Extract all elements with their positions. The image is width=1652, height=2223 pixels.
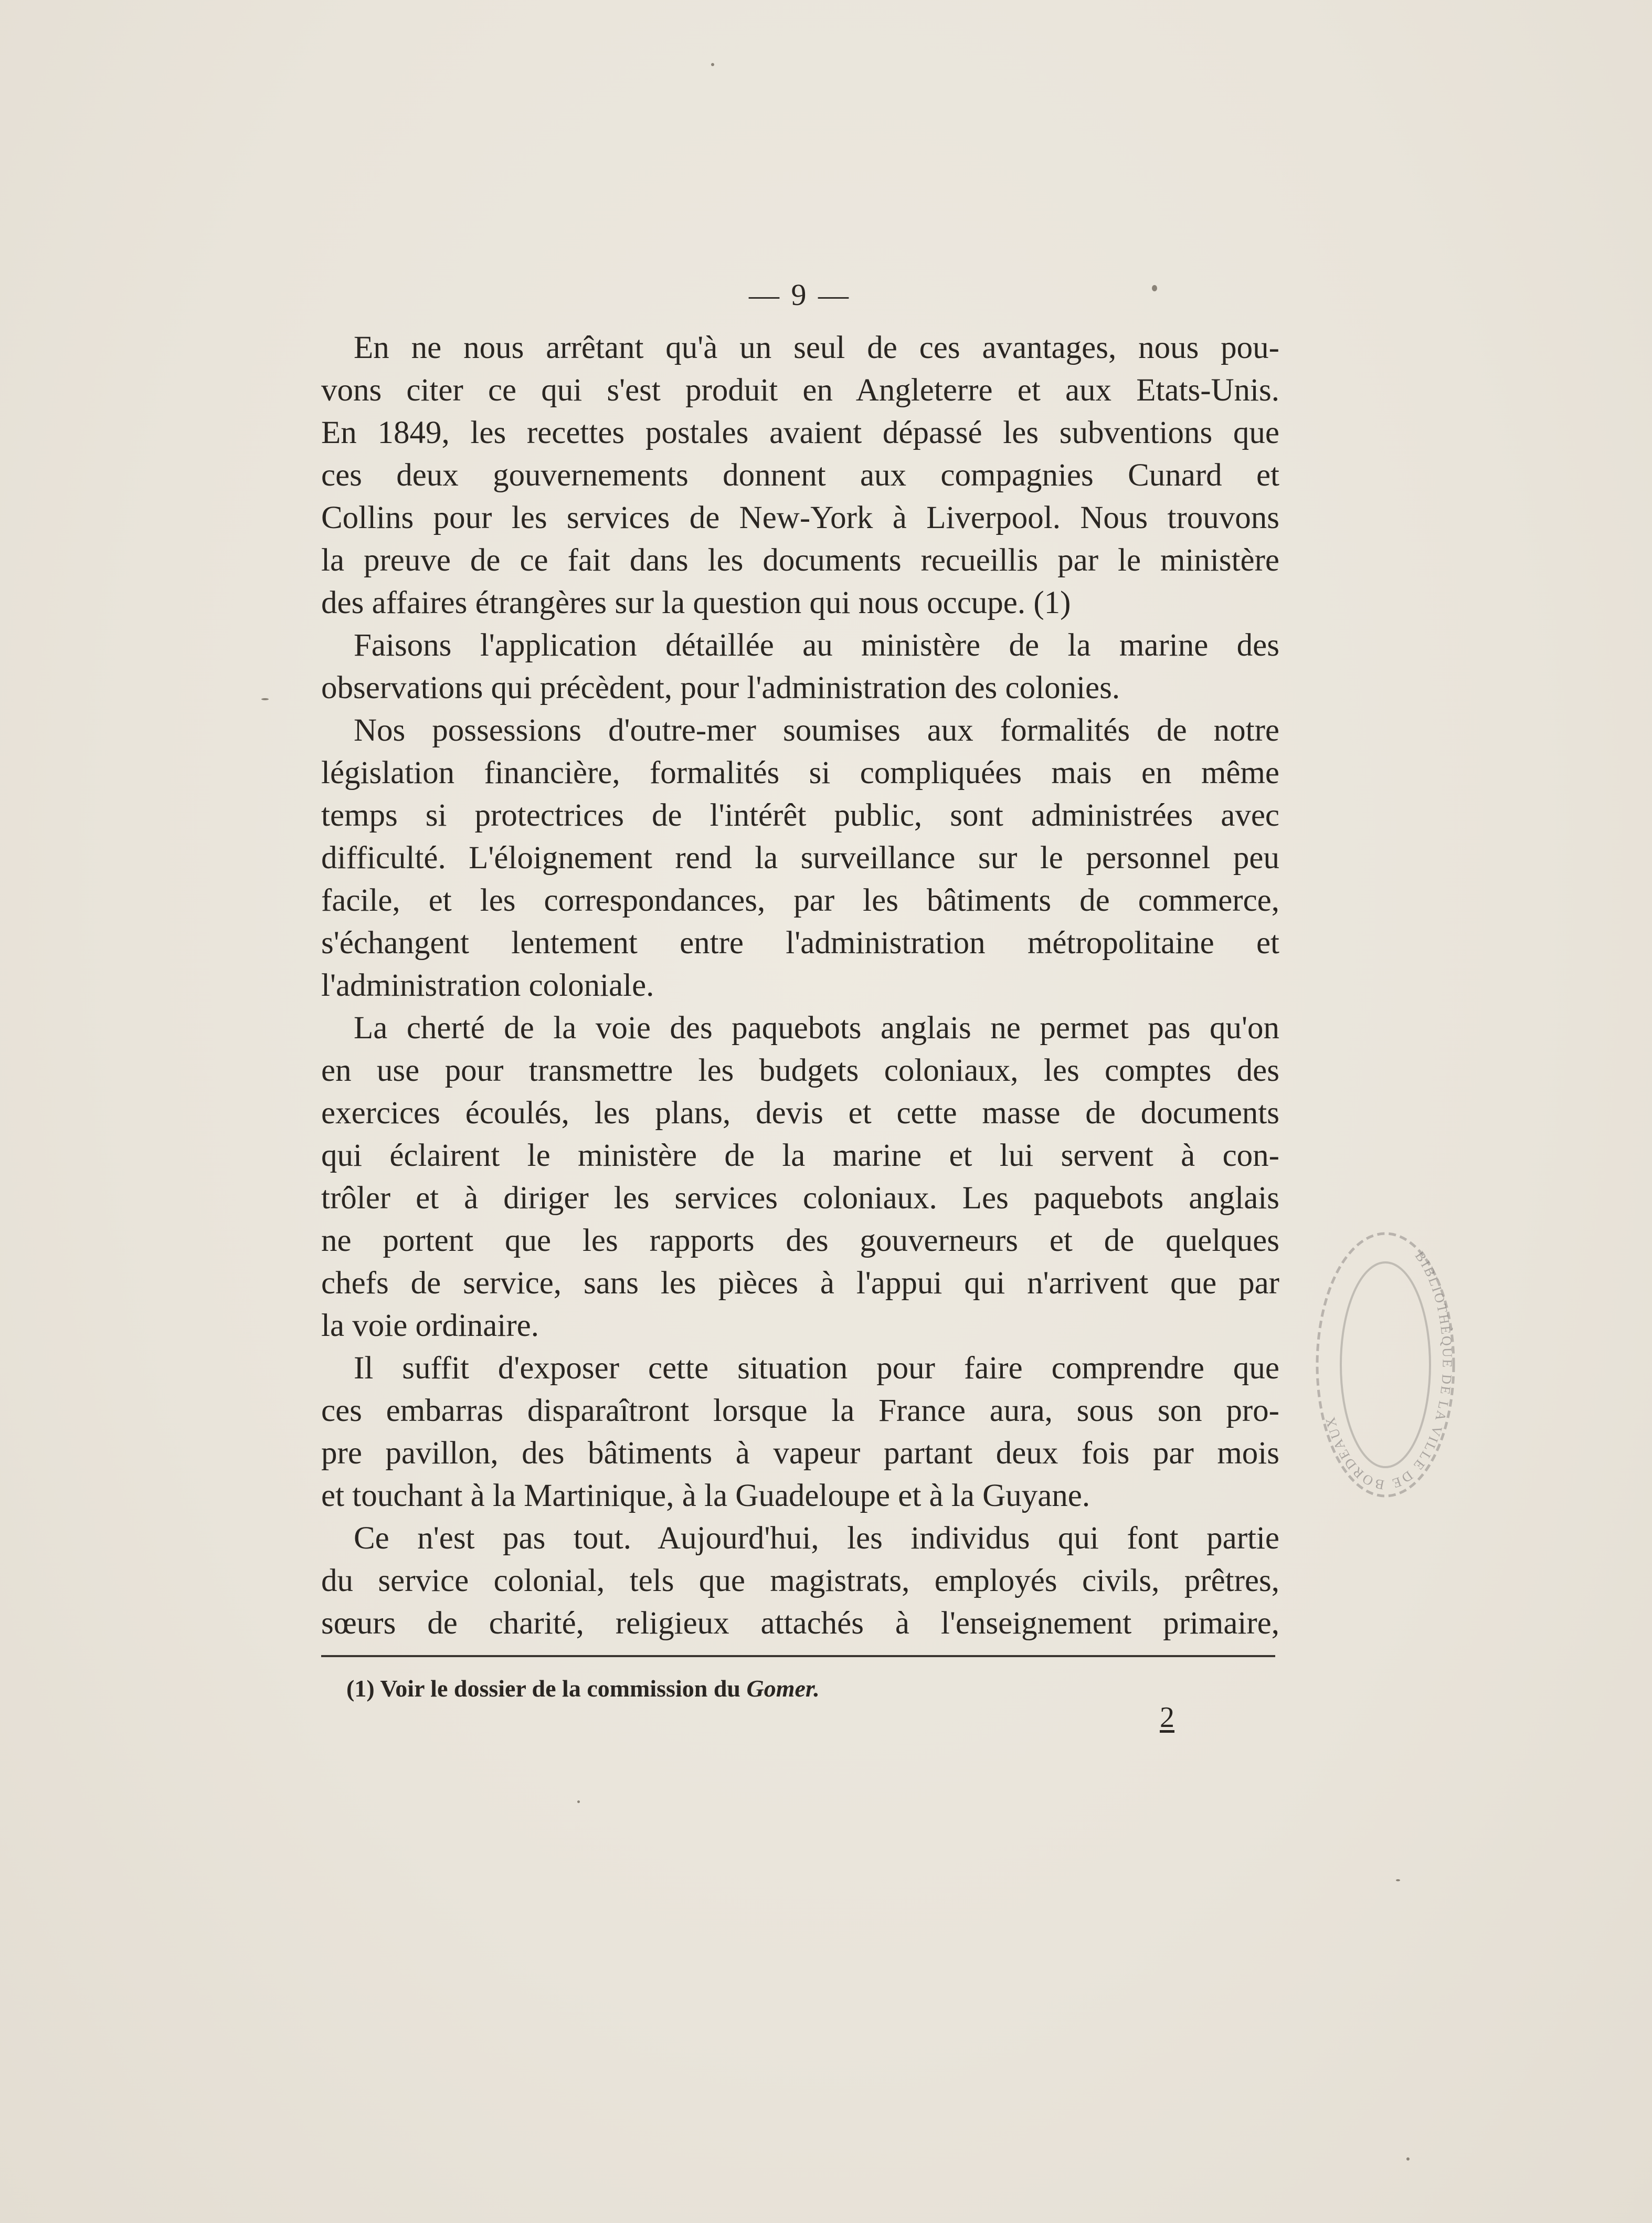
text-line: trôler et à diriger les services coloniaux. Les paquebots anglais <box>321 1181 1279 1216</box>
text-line: ces embarras disparaîtront lorsque la France aura, sous son pro- <box>321 1393 1279 1428</box>
stamp-text: BIBLIOTHÈQUE DE LA VILLE DE BORDEAUX <box>1322 1248 1455 1493</box>
text-line: qui éclairent le ministère de la marine et lui servent à con- <box>321 1138 1279 1173</box>
footnote-rule <box>321 1655 1275 1657</box>
text-line: Collins pour les services de New-York à Liverpool. Nous trouvons <box>321 500 1279 535</box>
text-line: observations qui précèdent, pour l'administration des colonies. <box>321 670 1120 705</box>
text-line: En 1849, les recettes postales avaient dépassé les subventions que <box>321 415 1279 450</box>
text-line: législation financière, formalités si compliquées mais en même <box>321 755 1279 791</box>
text-line: Il suffit d'exposer cette situation pour faire comprendre que <box>354 1351 1279 1386</box>
footnote-text: Voir le dossier de la commission du <box>380 1675 740 1702</box>
folio-number: — 9 — <box>749 278 851 312</box>
text-line: ces deux gouvernements donnent aux compagnies Cunard et <box>321 458 1279 493</box>
text-line: l'administration coloniale. <box>321 968 654 1003</box>
text-line: chefs de service, sans les pièces à l'appui qui n'arrivent que par <box>321 1266 1279 1301</box>
text-line: vons citer ce qui s'est produit en Angleterre et aux Etats-Unis. <box>321 373 1279 408</box>
text-line: Ce n'est pas tout. Aujourd'hui, les individus qui font partie <box>354 1521 1279 1556</box>
text-line: En ne nous arrêtant qu'à un seul de ces avantages, nous pou- <box>354 330 1279 365</box>
signature-number: 2 <box>1160 1701 1174 1734</box>
text-line: pre pavillon, des bâtiments à vapeur partant deux fois par mois <box>321 1436 1279 1471</box>
footnote-marker: (1) <box>346 1675 375 1702</box>
text-line: du service colonial, tels que magistrats, employés civils, prêtres, <box>321 1563 1279 1598</box>
text-line: des affaires étrangères sur la question qui nous occupe. (1) <box>321 585 1071 620</box>
text-line: et touchant à la Martinique, à la Guadeloupe et à la Guyane. <box>321 1478 1090 1513</box>
library-stamp <box>1307 1218 1464 1512</box>
text-line: en use pour transmettre les budgets coloniaux, les comptes des <box>321 1053 1279 1088</box>
text-line: ne portent que les rapports des gouverneurs et de quelques <box>321 1223 1279 1258</box>
text-line: La cherté de la voie des paquebots anglais ne permet pas qu'on <box>354 1010 1279 1046</box>
paper-speck <box>261 698 269 700</box>
text-line: Faisons l'application détaillée au ministère de la marine des <box>354 628 1279 663</box>
footnote <box>346 1674 820 1702</box>
text-line: la voie ordinaire. <box>321 1308 539 1343</box>
text-line: s'échangent lentement entre l'administration métropolitaine et <box>321 925 1279 961</box>
page-folio <box>0 277 1652 312</box>
text-line: facile, et les correspondances, par les bâtiments de commerce, <box>321 883 1279 918</box>
body-text <box>321 326 1279 1645</box>
paper-speck <box>1152 285 1157 291</box>
text-line: temps si protectrices de l'intérêt public, sont administrées avec <box>321 798 1279 833</box>
paper-speck <box>711 63 714 66</box>
text-line: difficulté. L'éloignement rend la surveillance sur le personnel peu <box>321 840 1279 876</box>
text-line: exercices écoulés, les plans, devis et cette masse de documents <box>321 1095 1279 1131</box>
text-line: sœurs de charité, religieux attachés à l'enseignement primaire, <box>321 1606 1279 1641</box>
text-line: la preuve de ce fait dans les documents recueillis par le ministère <box>321 543 1279 578</box>
text-line: Nos possessions d'outre-mer soumises aux formalités de notre <box>354 713 1279 748</box>
footnote-ship-name: Gomer. <box>746 1675 820 1702</box>
paper-speck <box>1396 1879 1400 1881</box>
paper-speck <box>1406 2157 1410 2161</box>
paper-speck <box>577 1800 580 1803</box>
